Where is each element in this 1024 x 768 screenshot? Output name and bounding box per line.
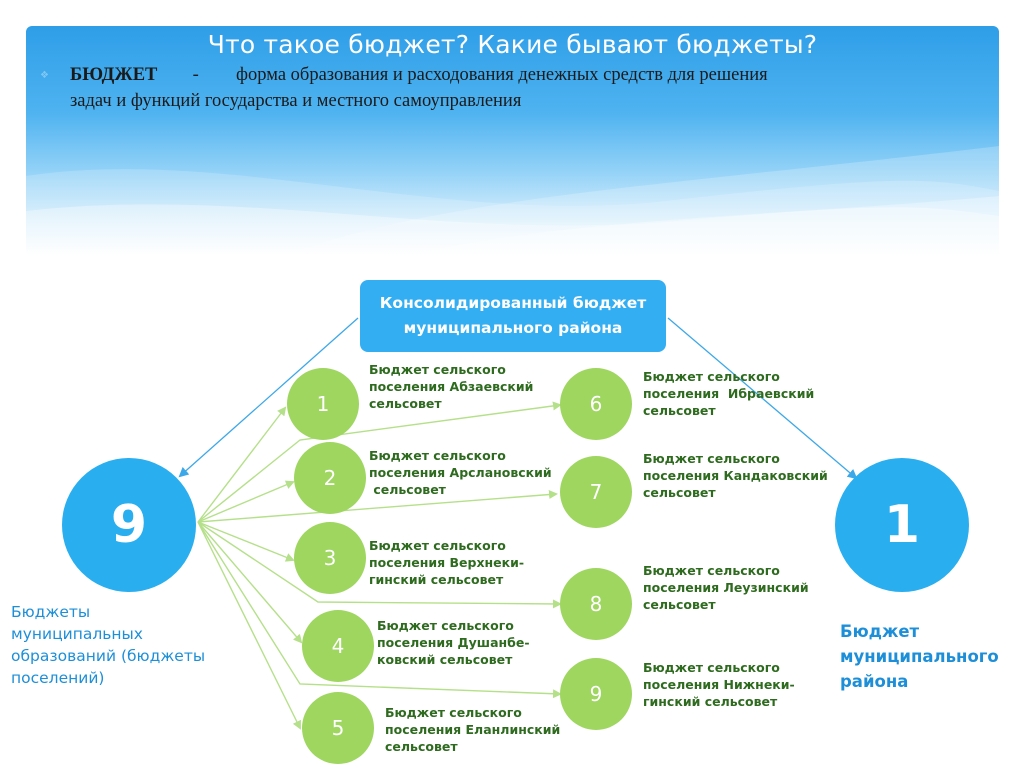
settlement-label-5: Бюджет сельского поселения Еланлинский сельсовет: [385, 705, 561, 754]
consolidated-budget-box: [360, 280, 666, 352]
settlement-circle-1: 1: [287, 368, 359, 440]
settlement-circle-5: 5: [302, 692, 374, 764]
consolidated-line-2: муниципального района: [403, 319, 623, 337]
district-budget-caption: Бюджет муниципального района: [840, 622, 999, 691]
settlement-budgets-count: 9: [62, 458, 196, 592]
bullet-icon: ❖: [40, 70, 49, 81]
arrow-to-settlement-4: [198, 522, 301, 642]
arrow-to-settlement-1: [198, 408, 285, 522]
definition-dash: -: [192, 65, 199, 85]
settlement-circle-9: 9: [560, 658, 632, 730]
settlement-circle-3: 3: [294, 522, 366, 594]
settlement-label-3: Бюджет сельского поселения Верхнеки- гинский сельсовет: [369, 538, 525, 587]
district-budget-count: 1: [835, 458, 969, 592]
settlement-circle-4: 4: [302, 610, 374, 682]
settlement-label-2: Бюджет сельского поселения Арслановский сельсовет: [369, 448, 552, 497]
definition-text-line1: форма образования и расходования денежных средств для решения: [236, 65, 768, 85]
definition-term: БЮДЖЕТ: [70, 65, 158, 85]
settlement-label-6: Бюджет сельского поселения Ибраевский сельсовет: [643, 369, 815, 418]
settlement-label-1: Бюджет сельского поселения Абзаевский сельсовет: [369, 362, 534, 411]
settlement-label-7: Бюджет сельского поселения Кандаковский сельсовет: [643, 451, 828, 500]
arrow-to-settlement-5: [198, 522, 300, 728]
arrow-to-settlement-7: [198, 494, 556, 522]
settlement-budgets-caption: Бюджеты муниципальных образований (бюджеты поселений): [11, 603, 206, 687]
slide-title: Что такое бюджет? Какие бывают бюджеты?: [207, 30, 818, 59]
settlement-label-9: Бюджет сельского поселения Нижнеки- гинский сельсовет: [643, 660, 795, 709]
settlement-circle-8: 8: [560, 568, 632, 640]
consolidated-line-1: Консолидированный бюджет: [379, 294, 647, 312]
definition-text-line2: задач и функций государства и местного самоуправления: [70, 91, 522, 111]
settlement-circle-7: 7: [560, 456, 632, 528]
settlement-circle-6: 6: [560, 368, 632, 440]
settlement-circle-2: 2: [294, 442, 366, 514]
settlement-label-4: Бюджет сельского поселения Душанбе- ковский сельсовет: [377, 618, 530, 667]
settlement-label-8: Бюджет сельского поселения Леузинский сельсовет: [643, 563, 809, 612]
